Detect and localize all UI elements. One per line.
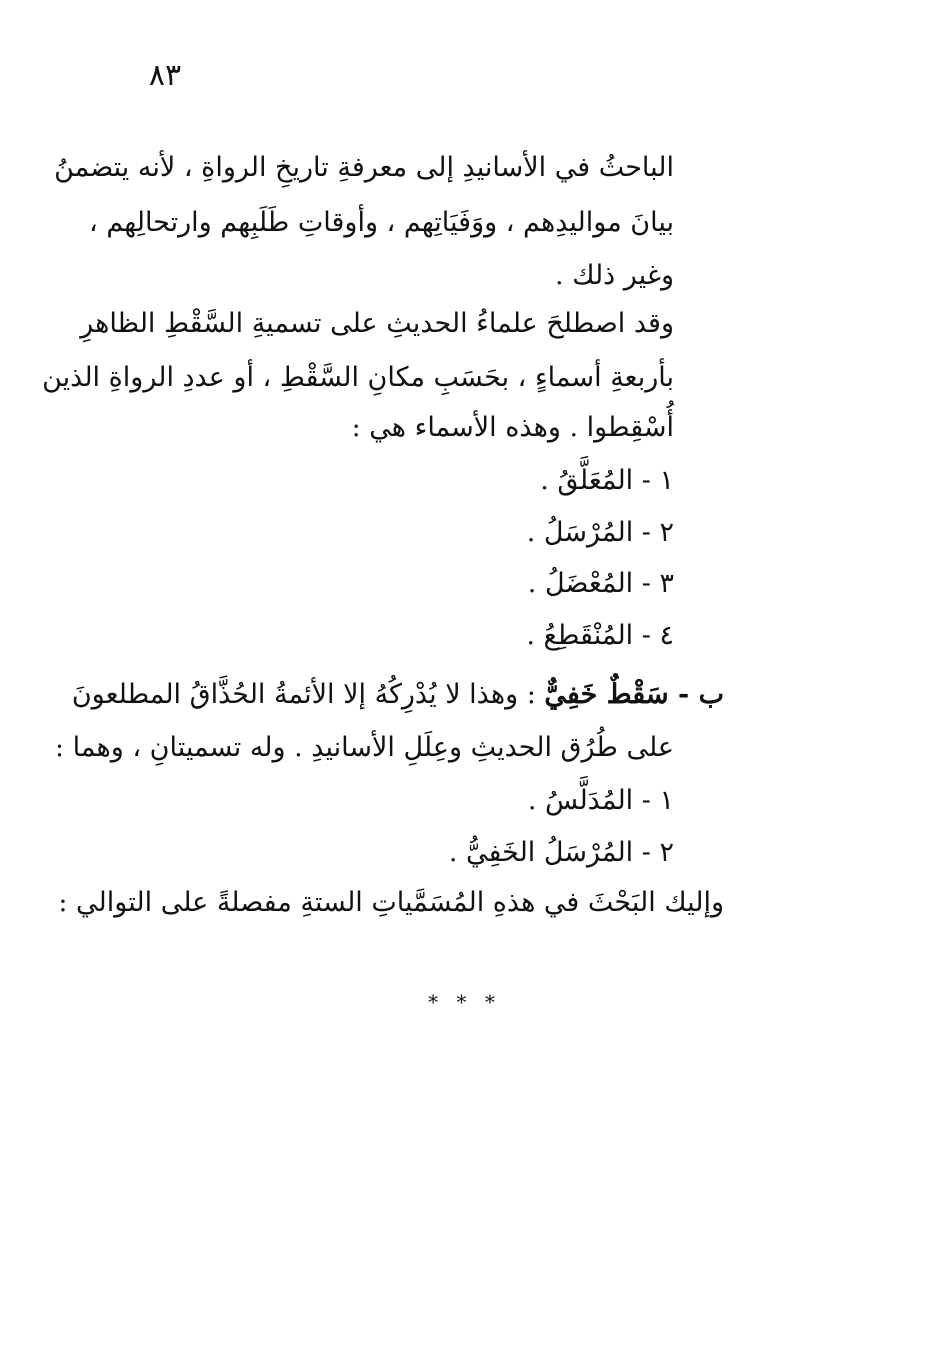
section-b-text: : وهذا لا يُدْرِكُهُ إلا الأئمةُ الحُذَّاقُ المطلعونَ	[71, 679, 536, 710]
section-b-label: ب - سَقْطٌ خَفِيٌّ	[544, 679, 724, 710]
closing-line: وإليك البَحْثَ في هذهِ المُسَمَّياتِ الستةِ مفصلةً على التوالي :	[58, 887, 724, 918]
list2-item: ١ - المُدَلَّسُ .	[527, 785, 674, 816]
list1-item: ٣ - المُعْضَلُ .	[527, 568, 674, 599]
list1-item: ٤ - المُنْقَطِعُ .	[526, 620, 674, 651]
paragraph2-line1: وقد اصطلحَ علماءُ الحديثِ على تسميةِ السَّقْطِ الظاهرِ	[80, 308, 674, 339]
paragraph1-line1: الباحثُ في الأسانيدِ إلى معرفةِ تاريخِ الرواةِ ، لأنه يتضمنُ	[54, 152, 674, 183]
section-b-line2: على طُرُق الحديثِ وعِلَلِ الأسانيدِ . وله تسميتانِ ، وهما :	[55, 732, 674, 763]
list1-item: ٢ - المُرْسَلُ .	[526, 517, 674, 548]
list2-item: ٢ - المُرْسَلُ الخَفِيُّ .	[448, 837, 674, 868]
paragraph1-line3: وغير ذلك .	[555, 260, 674, 291]
page-number: ٨٣	[148, 58, 182, 93]
list1-item: ١ - المُعَلَّقُ .	[540, 465, 674, 496]
paragraph2-line2: بأربعةِ أسماءٍ ، بحَسَبِ مكانِ السَّقْطِ ، أو عددِ الرواةِ الذين	[42, 362, 674, 393]
paragraph2-line3: أُسْقِطوا . وهذه الأسماء هي :	[351, 412, 674, 443]
paragraph1-line2: بيانَ مواليدِهم ، ووَفَيَاتِهم ، وأوقاتِ طَلَبِهم وارتحالِهم ،	[89, 207, 674, 238]
section-b-line1	[71, 677, 724, 713]
section-separator: * * *	[428, 990, 501, 1014]
